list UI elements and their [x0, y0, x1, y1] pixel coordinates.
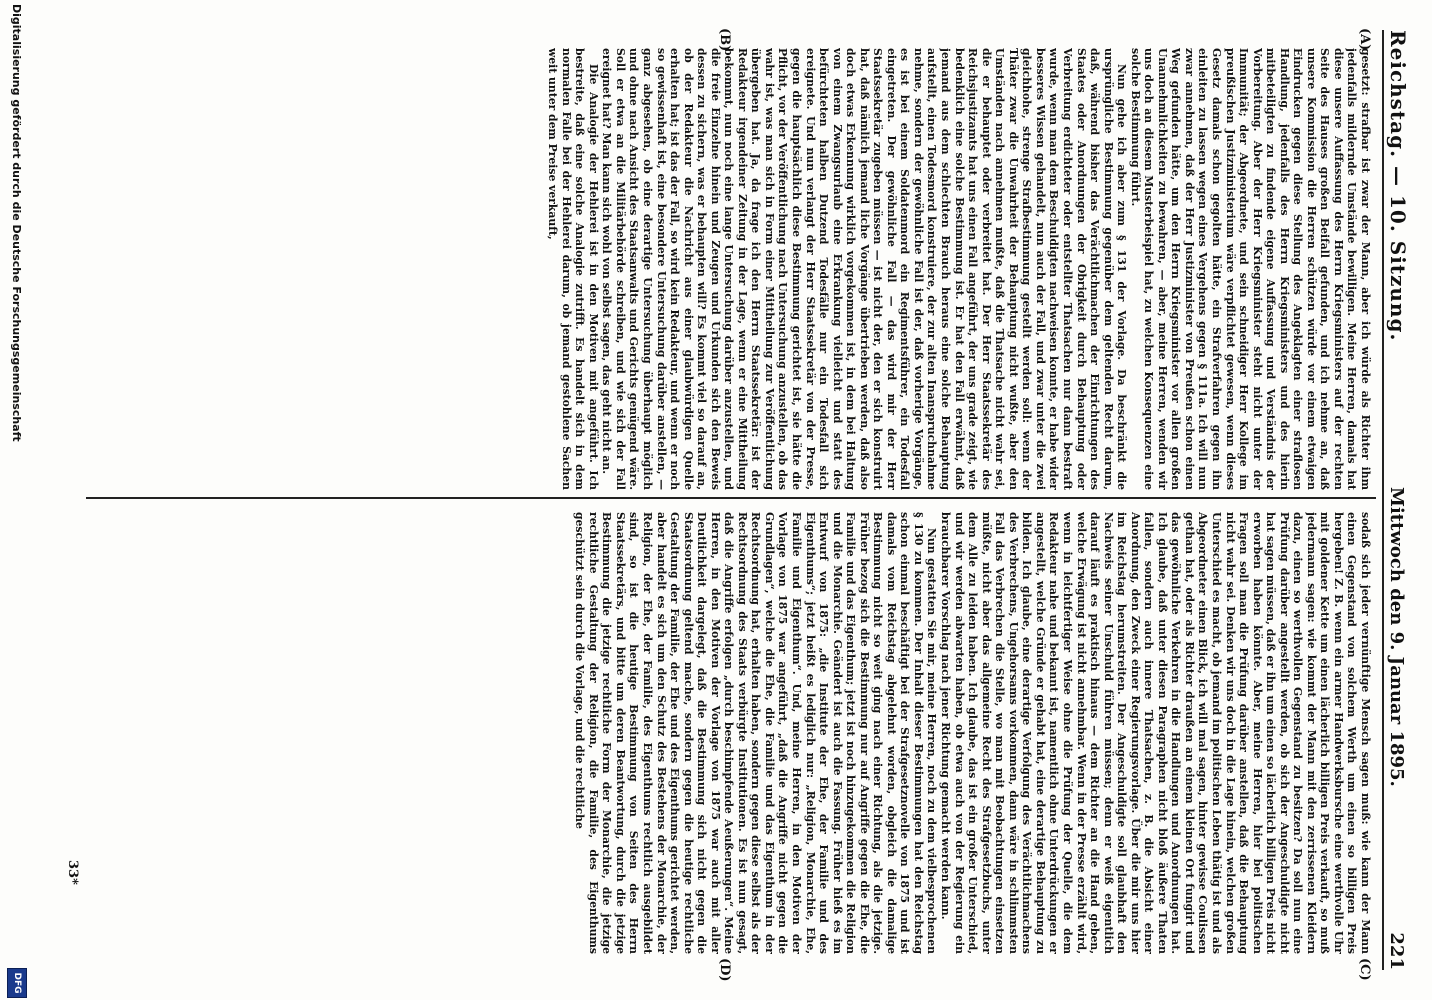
header-title: Reichstag. — 10. Sitzung.: [1386, 30, 1410, 342]
footer-credit: Digitalisierung gefördert durch die Deutsche Forschungsgemeinschaft: [10, 4, 24, 442]
margin-marker-c: (C): [1357, 958, 1372, 981]
digitization-footer: [0, 0, 34, 1000]
paragraph: Nun gehe ich aber zum § 131 der Vorlage. Da beschränkt die ursprüngliche Bestimmung gegenüber dem geltenden Recht darum, daß, während bisher das Verächtlichmachen der Einrichtungen des Staates oder Anordnungen der Obrigkeit durch Behauptung oder Verbreitung erdichteter oder entstellter Thatsachen nur dann bestraft wurde, wenn man dem Beschuldigten nachweisen konnte, er habe wider besseres Wissen gehandelt, nun auch der Fall, und zwar unter die zwei gleichhohe, strenge Strafbestimmung gestellt werden soll: wenn der Thäter zwar die Unwahrheit der Behauptung nicht wußte, aber den Umständen nach annehmen mußte, daß die Thatsache nicht wahr sei, die er behauptet oder verbreitet hat. Der Herr Staatssekretär des Reichsjustizamts hat uns einen Fall angeführt, der uns grade zeigt, wie bedenklich eine solche Bestimmung ist. Er hat den Fall erwähnt, daß jemand aus dem schlechten Brauch heraus eine solche Behauptung aufstellt, einen Todesmord konstruiere, der zur alten Inanspruchnahme nehme, sondern der gewöhnliche Fall ist der, daß vorherige Vorgänge, es ist bei einem Soldatenmord ein Regimentsführer, ein Todesfall eingetreten. Der gewöhnliche Fall — das wird mir der Herr Staatssekretär zugeben müssen — ist nicht der, den er sich konstruirt hat, daß nämlich jemand liche Vorgänge übertrieben werden, daß also doch etwas Erkennung wirklich vorgekommen ist, in dem bei Haltung von einem Zwangsurlaub eine Erkrankung vielleicht und statt des befürchteten halben Dutzend Todesfälle nur ein Todesfall sich ereignete. Und nun verlangt der Herr Staatssekretär von der Presse, gegen die hauptsächlich diese Bestimmung gerichtet ist, sie hätte die Pflicht, vor der Veröffentlichung nach Untersuchung anzustellen, ob das wahr ist, was man sich in Form einer Mittheilung zur Veröffentlichung übergeben hat. Ja, da frage ich den Herrn Staatssekretär: ist der Redakteur irgendeiner Zeitung in der Lage, wenn er eine Mittheilung bekommt, nun noch eine lange Untersuchung darüber anzustellen, und die freie Einzelne hinein und Zeugen und Urkunden sich den Beweis dessen zu sichern, was er behaupten will? Es kommt viel so darauf an, ob der Redakteur die Nachricht aus einer glaubwürdigen Quelle erhalten hat; ist das der Fall, so wird kein Redakteur, und wenn er noch so gewissenhaft ist, eine besondere Untersuchung darüber anstellen, — ganz abgesehen, ob eine derartige Untersuchung überhaupt möglich und ohne nach Ansicht des Staatsanwalts und Gerichts genügend wäre. Soll er etwa an die Militärbehörde schreiben, und wie sich der Fall ereignet hat? Man kann sich wohl von selbst sagen, das geht nicht an.: [600, 48, 1129, 490]
margin-marker-b: (B): [717, 28, 732, 52]
header-page-number: 221: [1386, 932, 1407, 970]
paragraph: sodaß sich jeder vernünftige Mensch sagen muß: wie kann der Mann einen Gegenstand von solchem Werth um einen so billigen Preis hergeben! Z. B. wenn ein armer Handwerksbursche eine werthvolle Uhr mit goldener Kette um einen lächerlich billigen Preis verkauft, so muß jedermann sagen: wie kommt der Mann mit den zerrissenen Kleidern dazu, einen so werthvollen Gegenstand zu besitzen? Da soll nun eine Prüfung darüber angestellt werden, ob sich der Angeschuldigte nicht hat sagen müssen, daß er ihn um einen so lächerlich billigen Preis nicht erworben haben könnte. Aber, meine Herren, hier bei politischen Fragen soll man die Prüfung darüber anstellen, daß die Behauptung nicht wahr sei. Denken wir uns doch in die Lage hinein, welchen großen Unterschied es macht, ob jemand im politischen Leben thätig ist und als Abgeordneter einen Blick, ich will mal sagen, hinter gewisse Coulissen gethan hat, oder als Richter draußen an einem kleinen Ort fungirt und das gewöhnliche Verkehren in die Handlungen und Anordnungen hat. Ich glaube, daß unter diesen Paragraphen nicht bloß äußere Thaten fallen, sondern auch innere Thatsachen, z. B. die Absicht einer Anordnung, den Zweck einer Regierungsvorlage. Über die mir uns hier im Reichstag herumstreiten. Der Angeschuldigte soll glaubhaft den Nachweis seiner Unschuld führen müssen; denn er weiß eigentlich darauf läuft es praktisch hinaus — dem Richter an die Hand geben, welche Erwägung ist nicht annehmbar. Wenn in der Presse erzählt wird, wenn in leichtfertiger Weise ohne die Prüfung der Quelle, die dem Redakteur nahe und bekannt ist, namentlich ohne Unterdrückungen er angestellt, welche Gründe er gehabt hat, eine derartige Behauptung zu bilden. Ich glaube, eine derartige Verfolgung des Verächtlichmachens des Verbrechens, Ungehorsams vorkommen, dann wäre in schlimmsten Fall das Verbrechen die Stelle, wo man mit Beobachtungen einsetzen müßte, nicht aber das allgemeine Recht des Strafgesetzbuchs, unter dem Alle zu leiden haben. Ich glaube, das ist ein großer Unterschied, und wir werden abwarten haben, ob etwa auch von der Regierung ein brauchbarer Vorschlag nach jener Richtung gemacht werden kann.: [939, 512, 1372, 954]
column-divider: [86, 497, 1376, 499]
header-date: Mittwoch den 9. Januar 1895.: [1386, 487, 1407, 787]
page-header: [1382, 30, 1424, 970]
margin-marker-d: (D): [717, 958, 732, 982]
right-column: [82, 512, 1372, 954]
dfg-logo: DFG: [7, 968, 27, 998]
margin-marker-a: (A): [1357, 28, 1372, 51]
signature-mark: 33*: [65, 860, 80, 885]
paragraph: gesetzt: strafbar ist zwar der Mann, aber ich würde als Richter ihm jedenfalls mildernde Umstände bewilligen. Meine Herren, damals hat diese unsere Auffassung des Herrn Kriegsministers auf der rechten Seite des Hauses großen Beifall gefunden, und ich nehme an, daß unsere Kommission die Herren schützen würde vor einem etwaigen Eindrucken gegen diese Stellung des Angeklagten einer straflosen Handlung, jedenfalls des Herrn Kriegsministers und des hierin mitbeteiligten zu findende eigene Auffassung und Verständnis der Vorbereitung. Aber der Herr Kriegsminister steht nicht unter der Immunität; der Abgeordnete, und sein schneidiger Herr Kollege im preußischen Justizministerium wäre verpflichtet gewesen, wenn dieses Gesetz damals schon gegolten hätte, ein Strafverfahren gegen ihn einleiten zu lassen wegen eines Vergehens gegen § 111a. Ich will nun zwar annehmen, daß der Herr Justizminister von Preußen schon einen Weg gefunden hätte, um den Herrn Kriegsminister vor allen großen Unannehmlichkeiten zu bewahren, — aber, meine Herren, wenden wir uns doch an diesem Musterbeispiel hat, zu welchen Konsequenzen eine solche Bestimmung führt.: [1128, 48, 1372, 490]
paragraph: Die Analogie der Hehlerei ist in den Motiven mit angeführt. Ich bestreite, daß eine solche Analogie zutrifft. Es handelt sich in dem normalen Falle bei der Hehlerei darum, ob jemand gestohlene Sachen weit unter dem Preise verkauft,: [546, 48, 600, 490]
left-column: [82, 48, 1372, 490]
paragraph: Nun gestatten Sie mir, meine Herren, noch zu dem vielbesprochenen § 130 zu kommen. Der Inhalt dieser Bestimmungen hat den Reichstag schon einmal beschäftigt bei der Strafgesetznovelle von 1875 und ist damals vom Reichstag abgelehnt worden, obgleich die damalige Bestimmung nicht so weit ging nach einer Richtung, als die jetzige. Früher bezog sich die Bestimmung nur auf Angriffe gegen die Ehe, die Familie und das Eigenthum; jetzt ist noch hinzugekommen die Religion und die Monarchie. Geändert ist auch die Fassung. Früher hieß es im Entwurf von 1875: „die Institute der Ehe, der Familie und des Eigenthums“; jetzt heißt es lediglich nur: „Religion, Monarchie, Ehe, Familie und Eigenthum“. Und, meine Herren, in den Motiven der Vorlage von 1875 war angeführt, „daß die Angriffe nicht gegen die Grundlagen“, welche die Ehe, die Familie und das Eigenthum in der Rechtsordnung hat, erhalten haben, sondern gegen diese selbst als der Rechtsordnung des Staats verbürgte Institutionen. Es ist nun gesagt, daß die Angriffe erfolgen „durch beschimpfende Aeußerungen“. Meine Herren, in den Motiven der Vorlage von 1875 war auch mit aller Deutlichkeit dargelegt, daß die Bestimmung sich nicht gegen die Staatsordnung geltend mache, sondern gegen die heutige rechtliche Gestaltung der Familie, der Ehe und des Eigenthums gerichtet werden, aber handelt es sich um den Schutz des Bestehens der Monarchie, der Religion, der Ehe, der Familie, des Eigenthums rechtlich ausgebildet sind, so ist die heutige Bestimmung von Seiten des Herrn Staatssekretärs, und bitte um deren Beantwortung, durch die jetzige Bestimmung die jetzige rechtliche Form der Monarchie, die jetzige rechtliche Gestaltung der Religion, die Familie, des Eigenthums geschützt sein durch die Vorlage, und die rechtliche: [573, 512, 939, 954]
